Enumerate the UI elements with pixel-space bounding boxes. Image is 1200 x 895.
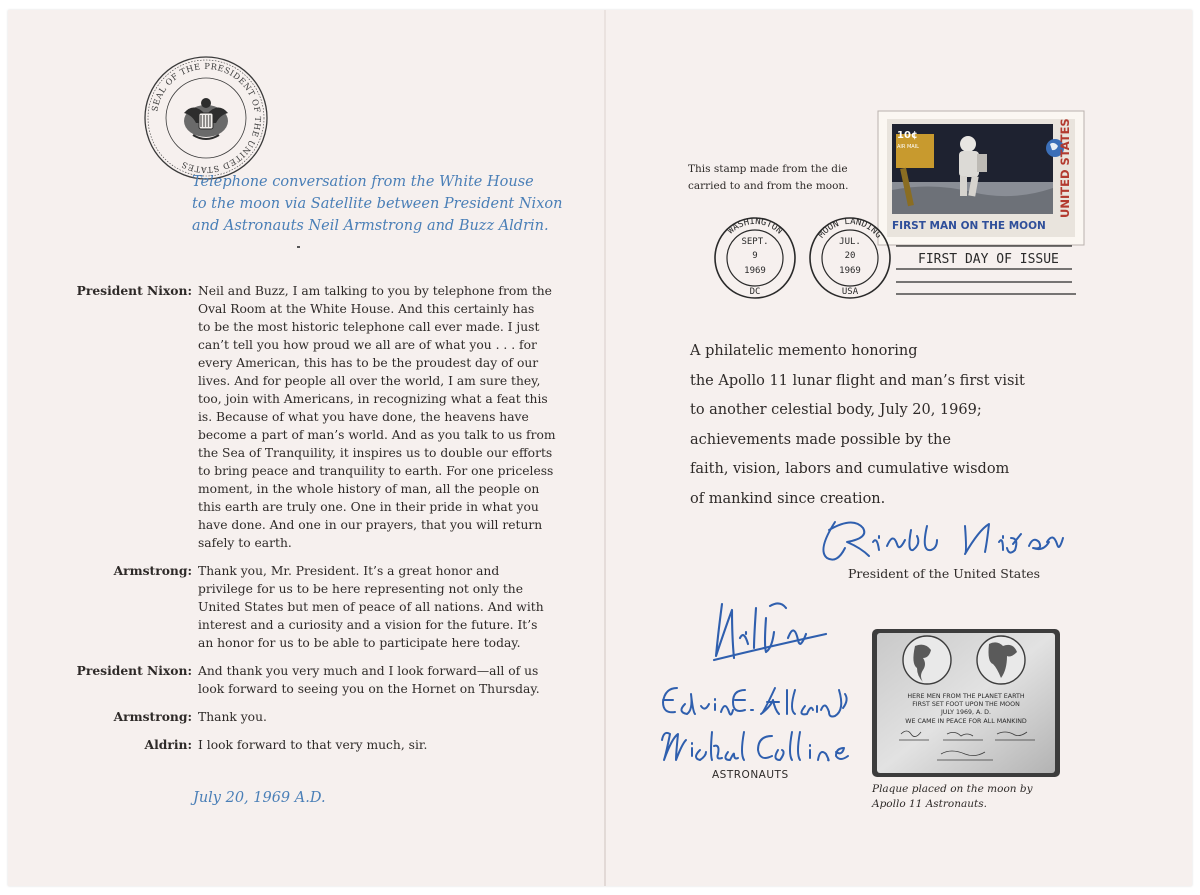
speech-line: the Sea of Tranquility, it inspires us to double our efforts xyxy=(198,446,553,460)
speech-block xyxy=(40,562,560,652)
collins-signature xyxy=(652,726,862,766)
speech-line: too, join with Americans, in recognizing what a feat this xyxy=(198,392,548,406)
stamp-note-line: This stamp made from the die xyxy=(688,163,848,175)
plaque-line: JULY 1969, A. D. xyxy=(940,709,992,716)
plaque-caption-line: Plaque placed on the moon by xyxy=(872,783,1033,795)
postmark-year: 1969 xyxy=(839,266,861,276)
speech-line: Oval Room at the White House. And this certainly has xyxy=(198,302,535,316)
postmark-month: SEPT. xyxy=(741,237,769,247)
speech-line: United States but men of peace of all nations. And with xyxy=(198,600,544,614)
postmark-ring-bottom: USA xyxy=(841,287,859,297)
first-day-cover xyxy=(700,108,1090,308)
speech-line: Neil and Buzz, I am talking to you by telephone from the xyxy=(198,284,552,298)
postmark-moon-landing xyxy=(810,217,890,298)
memento-line: to another celestial body, July 20, 1969; xyxy=(690,402,982,418)
speech-line: have done. And one in our prayers, that you will return xyxy=(198,518,543,532)
speech-line: become a part of man’s world. And as you talk to us from xyxy=(198,428,556,442)
speech-text xyxy=(198,662,560,698)
speech-line: this earth are truly one. One in their pride in what you xyxy=(198,500,539,514)
speech-text xyxy=(198,562,560,652)
stamp-note-line: carried to and from the moon. xyxy=(688,180,849,192)
seal-ring-text: SEAL OF THE PRESIDENT OF THE UNITED STATES xyxy=(149,60,264,176)
document-date: July 20, 1969 A.D. xyxy=(193,790,326,806)
postmark-washington xyxy=(715,217,795,298)
stamp-country: UNITED STATES xyxy=(1058,118,1072,218)
globe-west-icon xyxy=(903,636,951,684)
speaker-name: Aldrin: xyxy=(144,737,192,752)
moon-plaque xyxy=(871,628,1061,778)
speech-line: is. Because of what you have done, the heavens have xyxy=(198,410,529,424)
eagle-icon xyxy=(184,98,228,139)
speech-block xyxy=(40,282,560,552)
divider-mark xyxy=(297,246,300,248)
postmark-day: 9 xyxy=(752,251,758,261)
first-day-of-issue: FIRST DAY OF ISSUE xyxy=(918,252,1059,267)
astronauts-label: ASTRONAUTS xyxy=(712,769,789,781)
stamp-denomination: 10¢ xyxy=(897,130,918,141)
intro-line: to the moon via Satellite between President Nixon xyxy=(192,196,563,212)
moon-landing-stamp xyxy=(878,111,1084,245)
memento-line: faith, vision, labors and cumulative wisdom xyxy=(690,461,1010,477)
memento-line: achievements made possible by the xyxy=(690,431,951,448)
speech-line: to bring peace and tranquility to earth. For one priceless xyxy=(198,464,554,478)
speech-line: to be the most historic telephone call ever made. I just xyxy=(198,320,540,334)
speech-block xyxy=(40,662,560,698)
intro-line: Telephone conversation from the White House xyxy=(192,174,534,190)
speech-line: Thank you, Mr. President. It’s a great honor and xyxy=(198,564,500,578)
postmark-ring-text: MOON LANDING xyxy=(816,216,884,241)
speech-line: look forward to seeing you on the Hornet on Thursday. xyxy=(198,682,540,696)
speech-line: privilege for us to be here representing not only the xyxy=(198,582,523,596)
speech-line: can’t tell you how proud we all are of what you . . . for xyxy=(198,338,537,352)
speech-block xyxy=(40,736,560,754)
plaque-line: HERE MEN FROM THE PLANET EARTH xyxy=(907,693,1025,700)
memento-line: of mankind since creation. xyxy=(690,490,886,507)
memento-line: A philatelic memento honoring xyxy=(690,343,918,359)
globe-east-icon xyxy=(977,636,1025,684)
speech-text xyxy=(198,736,560,754)
speech-block xyxy=(40,708,560,726)
intro-heading xyxy=(192,171,572,237)
intro-line: and Astronauts Neil Armstrong and Buzz Aldrin. xyxy=(192,218,549,234)
speech-text xyxy=(198,708,560,726)
speaker-name: Armstrong: xyxy=(113,709,192,724)
postmark-ring-bottom: DC xyxy=(749,287,761,297)
speech-line: an honor for us to be able to participate here today. xyxy=(198,636,521,650)
nixon-signature xyxy=(815,512,1070,568)
plaque-line: WE CAME IN PEACE FOR ALL MANKIND xyxy=(905,718,1027,725)
postmark-ring-text: WASHINGTON xyxy=(725,216,785,237)
speech-text xyxy=(198,282,560,552)
president-title: President of the United States xyxy=(848,566,1041,581)
memento-line: the Apollo 11 lunar flight and man’s first visit xyxy=(690,372,1025,389)
speech-line: moment, in the whole history of man, all the people on xyxy=(198,482,540,496)
center-fold xyxy=(604,10,606,886)
plaque-caption xyxy=(872,782,1033,812)
postmark-year: 1969 xyxy=(744,266,766,276)
speaker-name: President Nixon: xyxy=(76,663,192,678)
speech-line: And thank you very much and I look forward—all of us xyxy=(198,664,539,678)
presidential-seal xyxy=(143,55,269,181)
transcript xyxy=(40,282,560,764)
speaker-name: Armstrong: xyxy=(113,563,192,578)
memento-text xyxy=(690,337,1025,514)
speech-line: I look forward to that very much, sir. xyxy=(198,738,428,752)
speech-line: interest and a curiosity and a vision for the future. It’s xyxy=(198,618,538,632)
stamp-caption: FIRST MAN ON THE MOON xyxy=(892,220,1046,232)
speech-line: safely to earth. xyxy=(198,536,292,550)
speaker-name: President Nixon: xyxy=(76,283,192,298)
svg-text:WASHINGTON xyxy=(726,217,784,237)
speech-line: lives. And for people all over the world, I am sure they, xyxy=(198,374,541,388)
plaque-caption-line: Apollo 11 Astronauts. xyxy=(872,798,987,810)
armstrong-signature xyxy=(700,596,830,676)
stamp-airmail: AIR MAIL xyxy=(897,144,919,150)
postmark-month: JUL. xyxy=(839,237,861,247)
speech-line: Thank you. xyxy=(198,710,267,724)
postmark-day: 20 xyxy=(844,251,856,261)
aldrin-signature xyxy=(655,680,865,724)
plaque-line: FIRST SET FOOT UPON THE MOON xyxy=(912,701,1020,708)
speech-line: every American, this has to be the proudest day of our xyxy=(198,356,539,370)
